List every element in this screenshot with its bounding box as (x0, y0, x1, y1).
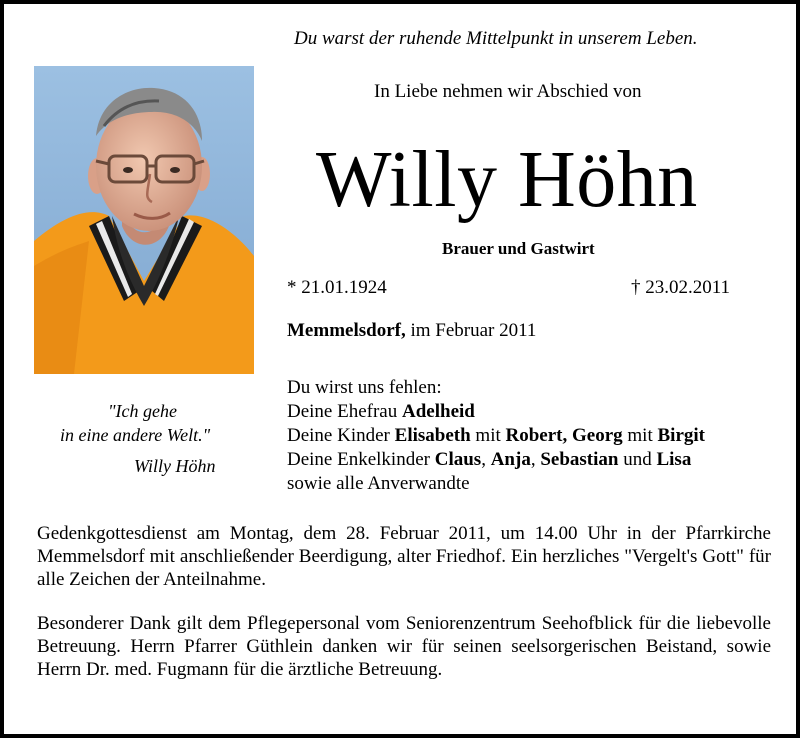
grandchild-name: Anja (490, 449, 531, 470)
portrait-illustration (34, 66, 254, 374)
quote (34, 399, 254, 478)
death-date: † 23.02.2011 (631, 277, 731, 298)
motto: Du warst der ruhende Mittelpunkt in unserem Leben. (294, 28, 698, 49)
deceased-name: Willy Höhn (316, 136, 698, 224)
wife-prefix: Deine Ehefrau (287, 401, 402, 422)
intro-line: In Liebe nehmen wir Abschied von (374, 81, 642, 102)
family-list (287, 376, 705, 496)
child-partner-names: Robert, Georg (505, 425, 623, 446)
grandchild-name: Sebastian (540, 449, 619, 470)
place-city: Memmelsdorf, (287, 320, 406, 341)
quote-line-1: "Ich gehe (108, 401, 178, 421)
miss-you-line: Du wirst uns fehlen: (287, 377, 442, 398)
service-announcement: Gedenkgottesdienst am Montag, dem 28. Februar 2011, um 14.00 Uhr in der Pfarrkirche Memmelsdorf mit anschließender Beerdigung, alter Friedhof. Ein herzliches "Vergelt's Gott" für alle Zeichen der Anteilnahme. (37, 523, 771, 590)
children-line (287, 424, 705, 448)
child-name: Elisabeth (394, 425, 471, 446)
with-word: mit (470, 425, 506, 446)
and-word: und (618, 449, 657, 470)
grandchild-name: Lisa (656, 449, 692, 470)
thanks-paragraph: Besonderer Dank gilt dem Pflegepersonal vom Seniorenzentrum Seehofblick für die liebevolle Betreuung. Herrn Pfarrer Güthlein danken wir für seinen seelsorgerischen Beistand, sowie Herrn Dr. med. Fugmann für die ärztliche Betreuung. (37, 613, 771, 680)
separator: , (530, 449, 541, 470)
grandchildren-line (287, 448, 705, 472)
separator: , (481, 449, 491, 470)
quote-line-2: in eine andere Welt." (60, 425, 211, 445)
wife-line (287, 400, 705, 424)
quote-author: Willy Höhn (134, 456, 216, 476)
place-date: im Februar 2011 (405, 320, 537, 341)
wife-name: Adelheid (402, 401, 475, 422)
profession: Brauer und Gastwirt (442, 239, 595, 258)
grandchildren-prefix: Deine Enkelkinder (287, 449, 435, 470)
children-prefix: Deine Kinder (287, 425, 395, 446)
grandchild-name: Claus (434, 449, 482, 470)
with-word: mit (622, 425, 658, 446)
portrait-photo (34, 66, 254, 374)
place-and-date (287, 320, 536, 342)
child-partner-name: Birgit (657, 425, 705, 446)
relatives-line: sowie alle Anverwandte (287, 473, 470, 494)
birth-date: * 21.01.1924 (287, 277, 387, 298)
